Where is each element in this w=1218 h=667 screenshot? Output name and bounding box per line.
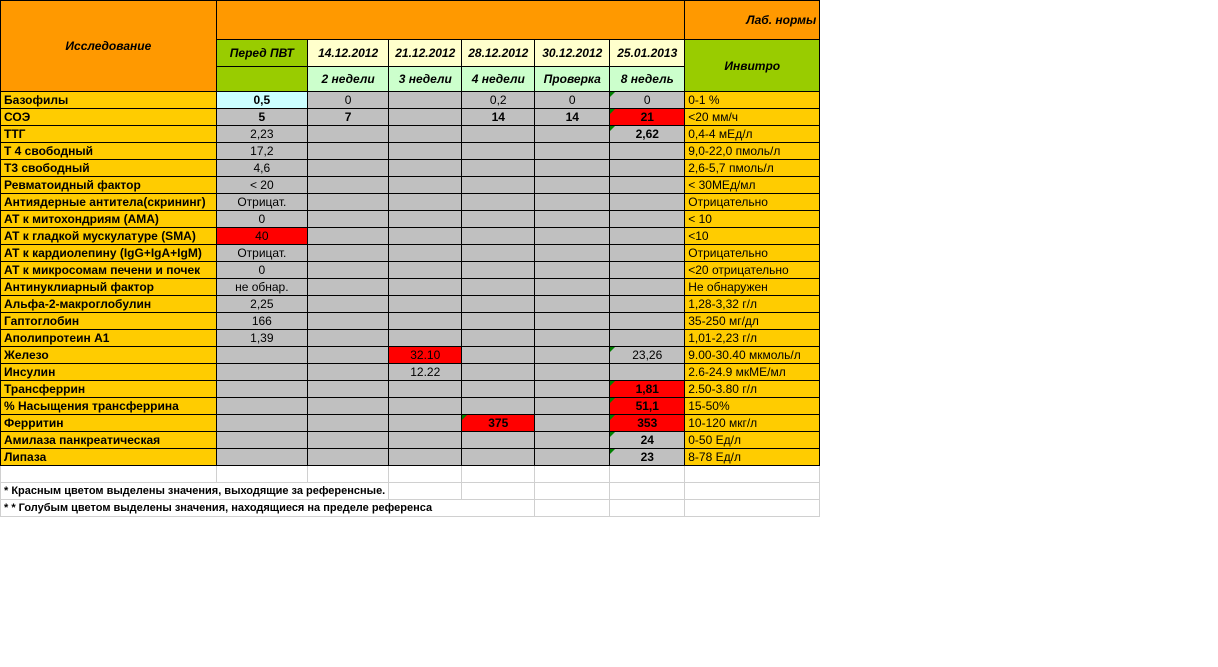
cell-value xyxy=(462,245,535,262)
cell-value: 0 xyxy=(216,262,307,279)
cell-value: 0,5 xyxy=(216,92,307,109)
cell-value xyxy=(389,432,462,449)
cell-value xyxy=(216,364,307,381)
cell-value xyxy=(535,398,610,415)
cell-value xyxy=(307,449,388,466)
cell-value xyxy=(389,296,462,313)
table-row xyxy=(1,143,820,160)
row-name: Гаптоглобин xyxy=(1,313,217,330)
cell-value: 14 xyxy=(535,109,610,126)
cell-value xyxy=(535,245,610,262)
cell-value xyxy=(389,449,462,466)
table-row xyxy=(1,245,820,262)
cell-value xyxy=(462,211,535,228)
cell-value xyxy=(389,398,462,415)
cell-value xyxy=(610,279,685,296)
table-row xyxy=(1,432,820,449)
cell-value: < 20 xyxy=(216,177,307,194)
header-date-1: 14.12.2012 xyxy=(307,40,388,67)
cell-value: 375 xyxy=(462,415,535,432)
row-name: Железо xyxy=(1,347,217,364)
cell-value: 0,2 xyxy=(462,92,535,109)
row-norm: Отрицательно xyxy=(685,194,820,211)
cell-value xyxy=(610,364,685,381)
table-row xyxy=(1,279,820,296)
cell-value xyxy=(535,449,610,466)
cell-value: 12.22 xyxy=(389,364,462,381)
cell-value: 51,1 xyxy=(610,398,685,415)
row-name: Ферритин xyxy=(1,415,217,432)
row-name: Трансферрин xyxy=(1,381,217,398)
table-row xyxy=(1,381,820,398)
row-name: АТ к митохондриям (АМА) xyxy=(1,211,217,228)
table-row xyxy=(1,364,820,381)
cell-value: 5 xyxy=(216,109,307,126)
cell-value xyxy=(610,177,685,194)
cell-value: Отрицат. xyxy=(216,194,307,211)
row-norm: 0,4-4 мЕд/л xyxy=(685,126,820,143)
cell-value xyxy=(216,347,307,364)
row-norm: 35-250 мг/дл xyxy=(685,313,820,330)
row-norm: 9,0-22,0 пмоль/л xyxy=(685,143,820,160)
cell-value xyxy=(462,381,535,398)
cell-value xyxy=(462,160,535,177)
cell-value xyxy=(535,194,610,211)
header-week-5: 8 недель xyxy=(610,67,685,92)
header-week-1: 2 недели xyxy=(307,67,388,92)
cell-value xyxy=(535,415,610,432)
cell-value xyxy=(462,262,535,279)
row-norm: < 10 xyxy=(685,211,820,228)
cell-value: 24 xyxy=(610,432,685,449)
cell-value xyxy=(389,143,462,160)
row-norm: 2.50-3.80 г/л xyxy=(685,381,820,398)
row-norm: 0-50 Ед/л xyxy=(685,432,820,449)
table-row xyxy=(1,177,820,194)
cell-value xyxy=(535,211,610,228)
cell-value xyxy=(216,449,307,466)
cell-value xyxy=(389,160,462,177)
row-norm: <10 xyxy=(685,228,820,245)
row-norm: 8-78 Ед/л xyxy=(685,449,820,466)
cell-value xyxy=(307,398,388,415)
cell-value xyxy=(462,194,535,211)
cell-value xyxy=(535,313,610,330)
cell-value xyxy=(307,279,388,296)
cell-value xyxy=(389,177,462,194)
cell-value xyxy=(610,143,685,160)
row-name: Инсулин xyxy=(1,364,217,381)
cell-value xyxy=(389,279,462,296)
cell-value xyxy=(610,330,685,347)
cell-value xyxy=(307,415,388,432)
cell-value xyxy=(307,211,388,228)
cell-value xyxy=(535,381,610,398)
cell-value: 1,39 xyxy=(216,330,307,347)
cell-value xyxy=(535,177,610,194)
cell-value xyxy=(389,126,462,143)
cell-value xyxy=(462,330,535,347)
cell-value xyxy=(216,381,307,398)
cell-value xyxy=(610,296,685,313)
cell-value: 2,23 xyxy=(216,126,307,143)
cell-value xyxy=(535,330,610,347)
cell-value xyxy=(307,313,388,330)
row-norm: Не обнаружен xyxy=(685,279,820,296)
cell-value xyxy=(307,126,388,143)
cell-value xyxy=(216,398,307,415)
cell-value xyxy=(535,279,610,296)
cell-value xyxy=(610,245,685,262)
table-row xyxy=(1,228,820,245)
row-norm: 15-50% xyxy=(685,398,820,415)
cell-value: 0 xyxy=(610,92,685,109)
header-before-blank xyxy=(216,67,307,92)
row-norm: <20 отрицательно xyxy=(685,262,820,279)
cell-value xyxy=(535,364,610,381)
cell-value xyxy=(307,296,388,313)
row-name: АТ к микросомам печени и почек xyxy=(1,262,217,279)
note-blue: * * Голубым цветом выделены значения, находящиеся на пределе референса xyxy=(1,500,535,517)
cell-value: 17,2 xyxy=(216,143,307,160)
cell-value xyxy=(389,92,462,109)
cell-value xyxy=(389,245,462,262)
cell-value xyxy=(535,126,610,143)
cell-value: 0 xyxy=(307,92,388,109)
row-name: Аполипротеин А1 xyxy=(1,330,217,347)
cell-value: 40 xyxy=(216,228,307,245)
header-study: Исследование xyxy=(1,1,217,92)
cell-value xyxy=(462,449,535,466)
cell-value: 0 xyxy=(216,211,307,228)
cell-value xyxy=(307,177,388,194)
row-norm: <20 мм/ч xyxy=(685,109,820,126)
table-row xyxy=(1,296,820,313)
cell-value xyxy=(216,415,307,432)
cell-value xyxy=(307,262,388,279)
cell-value xyxy=(307,228,388,245)
cell-value xyxy=(389,109,462,126)
table-row xyxy=(1,194,820,211)
cell-value xyxy=(462,432,535,449)
cell-value: 166 xyxy=(216,313,307,330)
row-name: ТТГ xyxy=(1,126,217,143)
note-row xyxy=(1,483,820,500)
cell-value xyxy=(462,126,535,143)
cell-value xyxy=(462,364,535,381)
cell-value xyxy=(535,296,610,313)
row-name: Т3 свободный xyxy=(1,160,217,177)
cell-value: не обнар. xyxy=(216,279,307,296)
cell-value xyxy=(462,228,535,245)
table-row xyxy=(1,347,820,364)
cell-value xyxy=(389,262,462,279)
cell-value xyxy=(389,381,462,398)
table-row xyxy=(1,109,820,126)
cell-value: 0 xyxy=(535,92,610,109)
header-top-band xyxy=(216,1,685,40)
cell-value: 23 xyxy=(610,449,685,466)
row-name: СОЭ xyxy=(1,109,217,126)
table-row xyxy=(1,126,820,143)
header-date-2: 21.12.2012 xyxy=(389,40,462,67)
header-week-2: 3 недели xyxy=(389,67,462,92)
row-norm: Отрицательно xyxy=(685,245,820,262)
row-name: Альфа-2-макроглобулин xyxy=(1,296,217,313)
cell-value: 23,26 xyxy=(610,347,685,364)
header-week-4: Проверка xyxy=(535,67,610,92)
cell-value xyxy=(307,381,388,398)
row-norm: 10-120 мкг/л xyxy=(685,415,820,432)
cell-value xyxy=(610,211,685,228)
cell-value xyxy=(462,398,535,415)
cell-value: 7 xyxy=(307,109,388,126)
cell-value: 353 xyxy=(610,415,685,432)
cell-value xyxy=(535,228,610,245)
table-row xyxy=(1,211,820,228)
cell-value xyxy=(610,228,685,245)
row-name: Антиядерные антитела(скрининг) xyxy=(1,194,217,211)
row-norm: 1,28-3,32 г/л xyxy=(685,296,820,313)
cell-value xyxy=(610,194,685,211)
row-name: АТ к гладкой мускулатуре (SMA) xyxy=(1,228,217,245)
cell-value xyxy=(307,432,388,449)
table-row xyxy=(1,415,820,432)
header-before: Перед ПВТ xyxy=(216,40,307,67)
header-date-3: 28.12.2012 xyxy=(462,40,535,67)
table-row xyxy=(1,313,820,330)
header-invitro: Инвитро xyxy=(685,40,820,92)
cell-value: 2,25 xyxy=(216,296,307,313)
row-norm: 0-1 % xyxy=(685,92,820,109)
cell-value xyxy=(389,228,462,245)
cell-value: 21 xyxy=(610,109,685,126)
cell-value xyxy=(610,313,685,330)
table-row xyxy=(1,449,820,466)
note-row xyxy=(1,500,820,517)
cell-value: 2,62 xyxy=(610,126,685,143)
header-date-5: 25.01.2013 xyxy=(610,40,685,67)
cell-value xyxy=(307,160,388,177)
cell-value: 14 xyxy=(462,109,535,126)
cell-value xyxy=(307,330,388,347)
row-norm: 2,6-5,7 пмоль/л xyxy=(685,160,820,177)
cell-value: 4,6 xyxy=(216,160,307,177)
table-row xyxy=(1,262,820,279)
cell-value xyxy=(462,313,535,330)
cell-value xyxy=(462,279,535,296)
row-norm: < 30МЕд/мл xyxy=(685,177,820,194)
cell-value: 32.10 xyxy=(389,347,462,364)
cell-value xyxy=(462,347,535,364)
cell-value xyxy=(610,262,685,279)
row-norm: 1,01-2,23 г/л xyxy=(685,330,820,347)
cell-value xyxy=(535,160,610,177)
row-norm: 9.00-30.40 мкмоль/л xyxy=(685,347,820,364)
cell-value xyxy=(535,262,610,279)
cell-value xyxy=(307,347,388,364)
row-name: Амилаза панкреатическая xyxy=(1,432,217,449)
header-date-4: 30.12.2012 xyxy=(535,40,610,67)
table-row xyxy=(1,398,820,415)
cell-value xyxy=(389,330,462,347)
cell-value xyxy=(389,415,462,432)
cell-value xyxy=(462,177,535,194)
cell-value xyxy=(307,364,388,381)
note-red: * Красным цветом выделены значения, выходящие за референсные. xyxy=(1,483,389,500)
cell-value xyxy=(610,160,685,177)
cell-value xyxy=(462,296,535,313)
row-name: АТ к кардиолепину (IgG+IgA+IgM) xyxy=(1,245,217,262)
row-name: Липаза xyxy=(1,449,217,466)
cell-value xyxy=(307,245,388,262)
row-name: Ревматоидный фактор xyxy=(1,177,217,194)
cell-value xyxy=(535,432,610,449)
cell-value: 1,81 xyxy=(610,381,685,398)
table-row xyxy=(1,92,820,109)
row-name: % Насыщения трансферрина xyxy=(1,398,217,415)
cell-value xyxy=(462,143,535,160)
table-row xyxy=(1,160,820,177)
row-name: Антинуклиарный фактор xyxy=(1,279,217,296)
table-row xyxy=(1,330,820,347)
header-week-3: 4 недели xyxy=(462,67,535,92)
cell-value xyxy=(389,211,462,228)
header-lab-norms: Лаб. нормы xyxy=(685,1,820,40)
cell-value xyxy=(307,194,388,211)
cell-value: Отрицат. xyxy=(216,245,307,262)
row-norm: 2.6-24.9 мкМЕ/мл xyxy=(685,364,820,381)
row-name: Базофилы xyxy=(1,92,217,109)
row-name: Т 4 свободный xyxy=(1,143,217,160)
spacer-row xyxy=(1,466,820,483)
cell-value xyxy=(216,432,307,449)
cell-value xyxy=(389,313,462,330)
cell-value xyxy=(389,194,462,211)
cell-value xyxy=(307,143,388,160)
cell-value xyxy=(535,143,610,160)
cell-value xyxy=(535,347,610,364)
